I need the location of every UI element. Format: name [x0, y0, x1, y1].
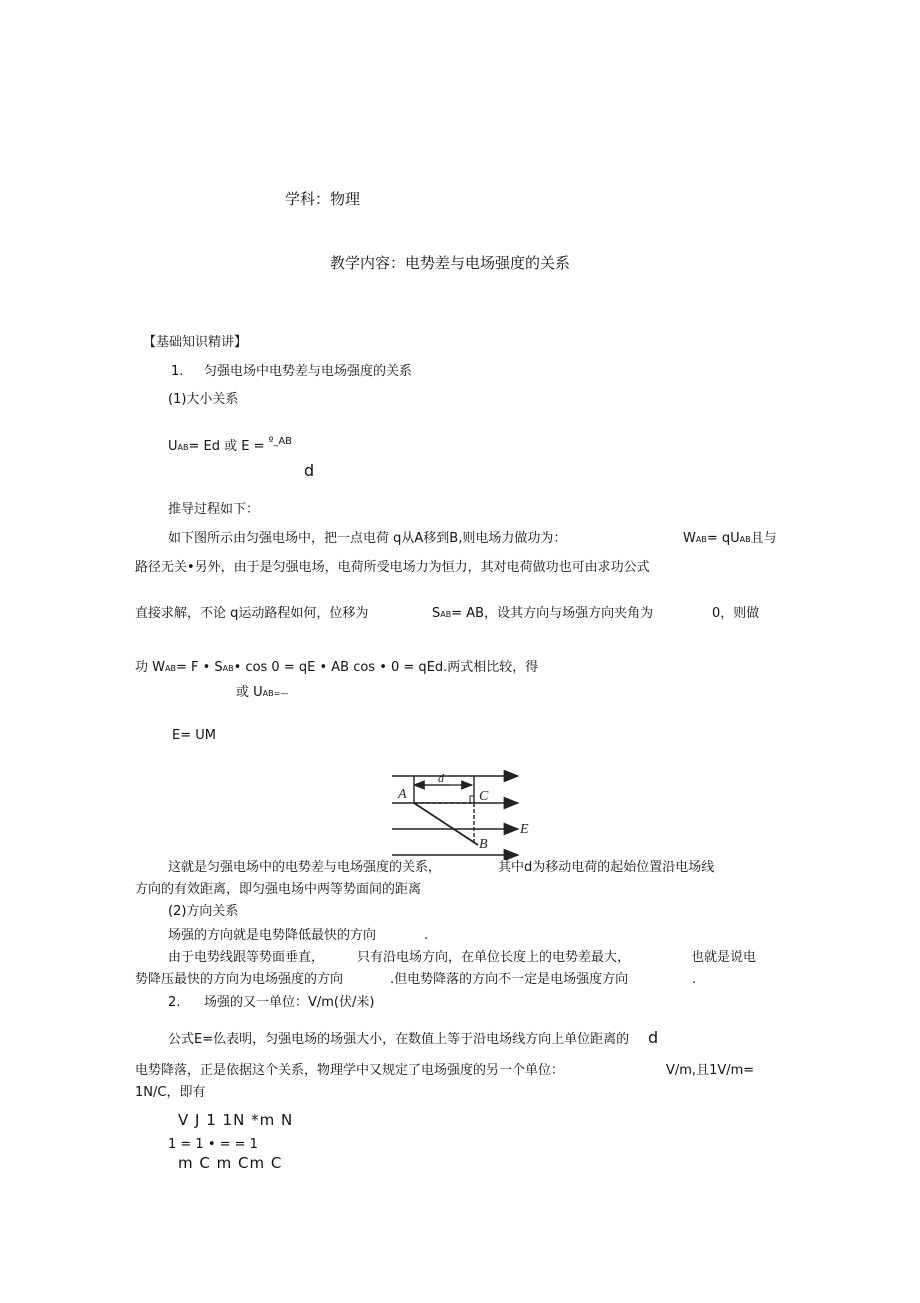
- field-diagram: [390, 770, 540, 860]
- para10-b: 只有沿电场方向，在单位长度上的电势差最大，: [357, 950, 631, 965]
- label-e: E: [520, 822, 529, 837]
- formula-denominator: d: [304, 461, 315, 480]
- para3-s: S: [432, 606, 441, 621]
- para13-a: 电势降落，正是依据这个关系，物理学中又规定了电场强度的另一个单位：: [135, 1063, 565, 1078]
- para4-s-sub: AB: [222, 664, 234, 673]
- para1-work: [683, 531, 777, 548]
- formula-u-sub: AB: [177, 443, 189, 452]
- para1-tail: 且与: [750, 531, 777, 546]
- formula-frac-top: º_AB: [268, 436, 293, 447]
- para12-d: d: [648, 1028, 659, 1047]
- para4-a: 功 W: [135, 660, 165, 675]
- subject-heading: 学科：物理: [285, 190, 361, 208]
- para5-main: 或 U: [236, 685, 263, 700]
- para5-sub: AB=—: [262, 689, 289, 698]
- derive-intro: 推导过程如下：: [168, 502, 260, 517]
- item1-title: 匀强电场中电势差与电场强度的关系: [204, 364, 413, 379]
- section-label: 【基础知识精讲】: [143, 335, 248, 350]
- para10-c: 也就是说电: [691, 950, 757, 965]
- para1-text: 如下图所示由匀强电场中，把一点电荷 q从A移到B,则电场力做功为：: [168, 531, 567, 546]
- para4-w-sub: AB: [165, 664, 176, 673]
- para11-b: .但电势降落的方向不一定是电场强度方向: [390, 972, 629, 987]
- label-d: d: [438, 771, 444, 785]
- label-b: B: [479, 837, 488, 852]
- item2-title: 场强的又一单位：V/m(伏/米): [204, 995, 375, 1010]
- para3-text: 直接求解，不论 q运动路程如何，位移为: [135, 606, 369, 621]
- unit-formula-line2: 1 = 1 • = = 1: [168, 1137, 258, 1152]
- para10-a: 由于电势线跟等势面垂直，: [168, 950, 325, 965]
- subsection-magnitude: (1)大小关系: [168, 392, 239, 407]
- para1-eq: = qU: [706, 531, 740, 546]
- unit-formula-line1: V J 1 1N *m N: [178, 1111, 294, 1129]
- para1-w: W: [683, 531, 696, 546]
- formula-uab: [168, 436, 293, 456]
- para1-u-sub: AB: [739, 535, 751, 544]
- label-c: C: [479, 789, 489, 804]
- para1-w-sub: AB: [695, 535, 707, 544]
- unit-formula-line3: m C m Cm C: [178, 1154, 283, 1172]
- para11-dot: .: [692, 972, 697, 987]
- formula-eq: = Ed 或 E =: [188, 439, 265, 454]
- para3-s-sub: AB: [440, 610, 452, 619]
- para7-text-a: 这就是匀强电场中的电势差与电场强度的关系，: [168, 860, 442, 875]
- para3-tail: 0，则做: [712, 606, 760, 621]
- item2-number: 2.: [168, 995, 181, 1010]
- para9-dot: .: [424, 928, 429, 943]
- para12-text: 公式E=仫表明，匀强电场的场强大小，在数值上等于沿电场线方向上单位距离的: [168, 1032, 630, 1047]
- item1-number: 1.: [171, 364, 184, 379]
- para2-text: 路径无关•另外，由于是匀强电场，电荷所受电场力为恒力，其对电荷做功也可由求功公式: [135, 560, 650, 575]
- para3-displacement: [432, 606, 653, 623]
- para5-text: [236, 685, 288, 702]
- formula-u: U: [168, 439, 178, 454]
- para14-text: 1N/C，即有: [135, 1085, 206, 1100]
- para11-a: 势降压最快的方向为电场强度的方向: [135, 972, 344, 987]
- para4-c: • cos 0 = qE • AB cos • 0 = qEd.两式相比较，得: [233, 660, 539, 675]
- para13-b: V/m,且1V/m=: [666, 1063, 755, 1078]
- label-a: A: [398, 787, 407, 802]
- para4-b: = F • S: [175, 660, 223, 675]
- content-title: 教学内容：电势差与电场强度的关系: [330, 254, 571, 272]
- para4-text: [135, 660, 538, 677]
- para7-text-b: 其中d为移动电荷的起始位置沿电场线: [498, 860, 715, 875]
- para9-text: 场强的方向就是电势降低最快的方向: [168, 928, 377, 943]
- ab-line: [414, 803, 478, 845]
- formula-e-um: E= UM: [172, 728, 216, 743]
- para8-text: 方向的有效距离，即匀强电场中两等势面间的距离: [135, 882, 422, 897]
- para3-eq: = AB，设其方向与场强方向夹角为: [451, 606, 654, 621]
- subsection-direction: (2)方向关系: [168, 904, 239, 919]
